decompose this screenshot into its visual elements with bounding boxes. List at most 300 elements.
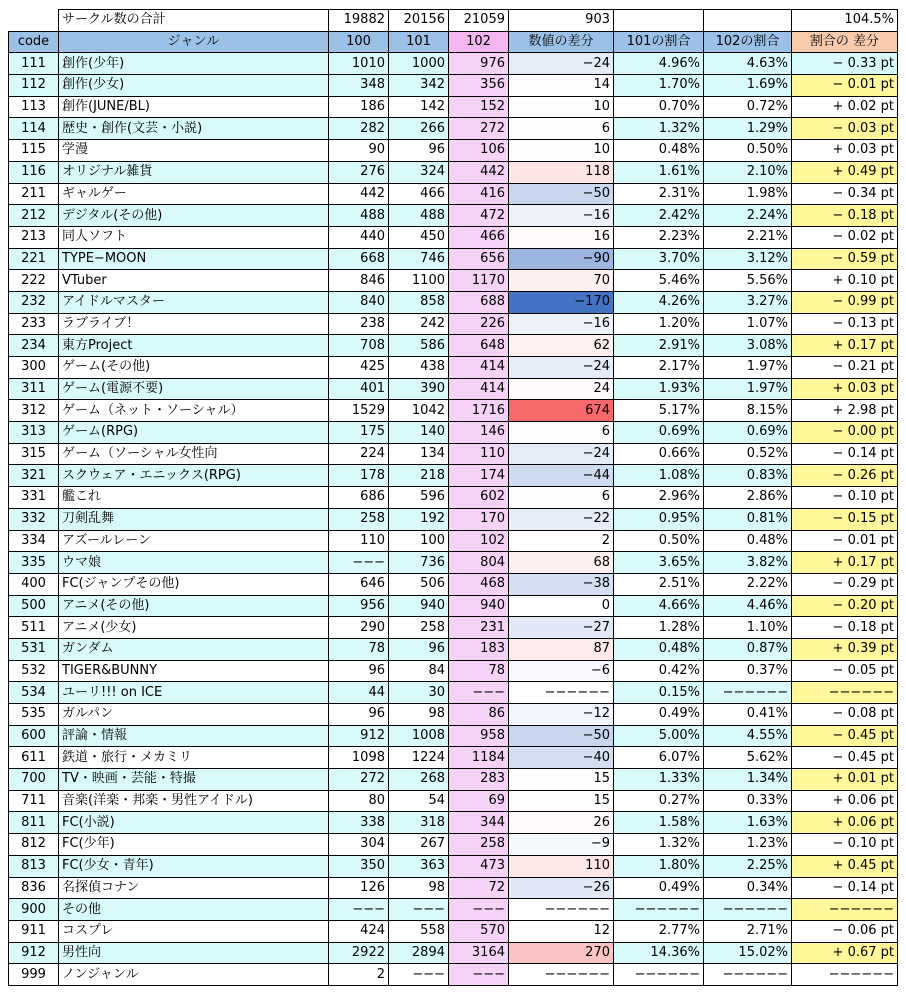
table-row [9, 682, 898, 704]
row-code: 311 [9, 378, 59, 400]
row-code: 813 [9, 855, 59, 877]
row-count-100: 276 [329, 161, 389, 183]
row-share-102: 0.83% [704, 465, 792, 487]
row-count-100: 126 [329, 877, 389, 899]
row-count-101: 142 [389, 96, 449, 118]
row-count-102: 170 [449, 508, 509, 530]
row-count-102: 648 [449, 335, 509, 357]
row-code: 332 [9, 508, 59, 530]
row-share-diff: −−−−−− [792, 899, 898, 921]
table-row [9, 75, 898, 97]
row-share-102: 0.69% [704, 422, 792, 444]
row-share-102: 1.63% [704, 812, 792, 834]
row-count-diff: 6 [509, 422, 614, 444]
row-genre: ガンダム [59, 638, 329, 660]
table-row [9, 617, 898, 639]
row-share-101: 1.70% [614, 75, 704, 97]
row-count-100: 78 [329, 638, 389, 660]
row-count-diff: 15 [509, 769, 614, 791]
header-share-101: 101の割合 [614, 31, 704, 53]
row-share-101: 5.00% [614, 725, 704, 747]
row-count-102: 226 [449, 313, 509, 335]
row-genre: アニメ(その他) [59, 595, 329, 617]
row-genre: FC(小説) [59, 812, 329, 834]
row-genre: 創作(少年) [59, 53, 329, 75]
summary-label: サークル数の合計 [59, 10, 329, 32]
row-count-102: 602 [449, 487, 509, 509]
row-share-102: 1.07% [704, 313, 792, 335]
row-count-101: 1100 [389, 270, 449, 292]
row-genre: 創作(少女) [59, 75, 329, 97]
row-share-102: 2.71% [704, 920, 792, 942]
table-row [9, 378, 898, 400]
row-count-diff: −−−−−− [509, 682, 614, 704]
row-code: 321 [9, 465, 59, 487]
row-genre: TIGER&BUNNY [59, 660, 329, 682]
row-count-100: 2 [329, 964, 389, 986]
table-row [9, 313, 898, 335]
table-row [9, 725, 898, 747]
row-code: 313 [9, 422, 59, 444]
row-count-100: 1010 [329, 53, 389, 75]
row-count-102: 231 [449, 617, 509, 639]
row-count-100: −−− [329, 899, 389, 921]
row-code: 711 [9, 790, 59, 812]
row-share-101: 0.50% [614, 530, 704, 552]
row-count-100: 338 [329, 812, 389, 834]
row-count-diff: 16 [509, 226, 614, 248]
row-count-diff: −16 [509, 313, 614, 335]
table-row [9, 270, 898, 292]
genre-circle-count-table-wrapper [8, 9, 898, 986]
table-row [9, 638, 898, 660]
row-count-100: 686 [329, 487, 389, 509]
row-count-102: 152 [449, 96, 509, 118]
row-count-100: 846 [329, 270, 389, 292]
row-count-102: −−− [449, 682, 509, 704]
row-count-100: 350 [329, 855, 389, 877]
row-code: 111 [9, 53, 59, 75]
row-share-102: 2.86% [704, 487, 792, 509]
row-count-101: 30 [389, 682, 449, 704]
table-row [9, 140, 898, 162]
row-share-diff: − 0.05 pt [792, 660, 898, 682]
row-count-100: 272 [329, 769, 389, 791]
row-code: 315 [9, 443, 59, 465]
table-row [9, 400, 898, 422]
row-share-diff: − 0.18 pt [792, 617, 898, 639]
row-count-101: 100 [389, 530, 449, 552]
row-count-diff: −24 [509, 443, 614, 465]
row-count-102: 473 [449, 855, 509, 877]
row-count-102: 940 [449, 595, 509, 617]
row-genre: ノンジャンル [59, 964, 329, 986]
table-row [9, 660, 898, 682]
table-row [9, 248, 898, 270]
row-count-102: 688 [449, 291, 509, 313]
table-row [9, 465, 898, 487]
row-share-102: 0.34% [704, 877, 792, 899]
row-share-101: 2.31% [614, 183, 704, 205]
row-count-100: 424 [329, 920, 389, 942]
row-count-101: 438 [389, 357, 449, 379]
row-count-100: 282 [329, 118, 389, 140]
row-share-diff: + 2.98 pt [792, 400, 898, 422]
row-count-diff: −38 [509, 573, 614, 595]
row-count-102: 356 [449, 75, 509, 97]
table-row [9, 508, 898, 530]
row-share-diff: − 0.01 pt [792, 75, 898, 97]
row-share-102: 8.15% [704, 400, 792, 422]
table-row [9, 530, 898, 552]
row-count-101: 258 [389, 617, 449, 639]
row-genre: ガルパン [59, 704, 329, 726]
row-count-diff: 12 [509, 920, 614, 942]
row-count-100: 1529 [329, 400, 389, 422]
row-share-102: 2.24% [704, 205, 792, 227]
row-code: 112 [9, 75, 59, 97]
row-share-diff: − 0.34 pt [792, 183, 898, 205]
row-count-100: 668 [329, 248, 389, 270]
row-count-diff: 0 [509, 595, 614, 617]
row-count-diff: −−−−−− [509, 964, 614, 986]
row-share-101: 1.28% [614, 617, 704, 639]
table-row [9, 422, 898, 444]
row-share-101: 1.32% [614, 834, 704, 856]
row-count-101: 746 [389, 248, 449, 270]
row-code: 531 [9, 638, 59, 660]
row-count-100: 304 [329, 834, 389, 856]
row-code: 999 [9, 964, 59, 986]
row-count-diff: 62 [509, 335, 614, 357]
row-count-100: 175 [329, 422, 389, 444]
row-share-101: 6.07% [614, 747, 704, 769]
row-share-diff: −−−−−− [792, 964, 898, 986]
table-row [9, 53, 898, 75]
header-diff: 数値の差分 [509, 31, 614, 53]
row-count-101: 466 [389, 183, 449, 205]
row-genre: 刀剣乱舞 [59, 508, 329, 530]
row-count-102: 1184 [449, 747, 509, 769]
row-share-101: 0.27% [614, 790, 704, 812]
row-count-102: 656 [449, 248, 509, 270]
row-count-102: 110 [449, 443, 509, 465]
row-genre: ゲーム(電源不要) [59, 378, 329, 400]
row-count-100: 440 [329, 226, 389, 248]
row-genre: 東方Project [59, 335, 329, 357]
row-genre: ゲーム（ネット・ソーシャル） [59, 400, 329, 422]
row-share-101: −−−−−− [614, 899, 704, 921]
row-share-102: 0.81% [704, 508, 792, 530]
header-code: code [9, 31, 59, 53]
row-count-102: 570 [449, 920, 509, 942]
row-code: 312 [9, 400, 59, 422]
row-code: 912 [9, 942, 59, 964]
table-row [9, 595, 898, 617]
row-share-101: 0.70% [614, 96, 704, 118]
row-genre: VTuber [59, 270, 329, 292]
summary-empty-cell [9, 10, 59, 32]
row-count-102: 283 [449, 769, 509, 791]
row-share-102: 0.52% [704, 443, 792, 465]
row-share-diff: − 0.08 pt [792, 704, 898, 726]
row-count-102: 416 [449, 183, 509, 205]
row-count-100: 96 [329, 704, 389, 726]
row-share-diff: + 0.01 pt [792, 769, 898, 791]
row-count-101: 596 [389, 487, 449, 509]
row-count-diff: −170 [509, 291, 614, 313]
row-count-101: 140 [389, 422, 449, 444]
row-count-102: 78 [449, 660, 509, 682]
row-genre: 歴史・創作(文芸・小説) [59, 118, 329, 140]
row-share-102: 5.62% [704, 747, 792, 769]
row-share-diff: + 0.17 pt [792, 335, 898, 357]
row-share-diff: − 0.00 pt [792, 422, 898, 444]
row-share-101: 0.48% [614, 638, 704, 660]
row-share-102: 1.97% [704, 378, 792, 400]
row-share-101: 1.93% [614, 378, 704, 400]
row-share-102: 0.33% [704, 790, 792, 812]
row-count-102: 272 [449, 118, 509, 140]
row-share-diff: − 0.99 pt [792, 291, 898, 313]
row-share-102: 15.02% [704, 942, 792, 964]
row-count-101: 1042 [389, 400, 449, 422]
row-code: 221 [9, 248, 59, 270]
row-count-101: 506 [389, 573, 449, 595]
row-share-102: 0.37% [704, 660, 792, 682]
row-count-101: 84 [389, 660, 449, 682]
row-code: 811 [9, 812, 59, 834]
row-share-102: −−−−−− [704, 899, 792, 921]
row-share-102: 1.98% [704, 183, 792, 205]
row-genre: ゲーム(RPG) [59, 422, 329, 444]
row-count-diff: 6 [509, 487, 614, 509]
table-row [9, 335, 898, 357]
table-row [9, 226, 898, 248]
row-share-101: 0.48% [614, 140, 704, 162]
table-row [9, 920, 898, 942]
row-genre: スクウェア・エニックス(RPG) [59, 465, 329, 487]
row-share-102: 3.82% [704, 552, 792, 574]
row-count-101: 266 [389, 118, 449, 140]
row-count-101: 363 [389, 855, 449, 877]
row-count-diff: −6 [509, 660, 614, 682]
row-code: 900 [9, 899, 59, 921]
row-count-100: 840 [329, 291, 389, 313]
row-genre: 音楽(洋楽・邦楽・男性アイドル) [59, 790, 329, 812]
genre-circle-count-table [8, 9, 898, 986]
row-count-101: 218 [389, 465, 449, 487]
row-share-102: 2.25% [704, 855, 792, 877]
row-count-diff: 674 [509, 400, 614, 422]
row-share-101: 1.61% [614, 161, 704, 183]
row-share-diff: + 0.02 pt [792, 96, 898, 118]
row-count-100: 186 [329, 96, 389, 118]
row-count-100: 90 [329, 140, 389, 162]
row-count-102: 414 [449, 357, 509, 379]
row-share-diff: − 0.03 pt [792, 118, 898, 140]
row-count-100: 488 [329, 205, 389, 227]
row-count-100: 44 [329, 682, 389, 704]
row-share-diff: − 0.45 pt [792, 725, 898, 747]
row-count-102: −−− [449, 964, 509, 986]
row-count-diff: −27 [509, 617, 614, 639]
summary-total-101: 20156 [389, 10, 449, 32]
row-code: 500 [9, 595, 59, 617]
row-count-102: 976 [449, 53, 509, 75]
row-code: 116 [9, 161, 59, 183]
row-count-102: 442 [449, 161, 509, 183]
row-genre: ゲーム(その他) [59, 357, 329, 379]
row-count-diff: −50 [509, 725, 614, 747]
row-count-diff: −44 [509, 465, 614, 487]
row-share-101: 1.08% [614, 465, 704, 487]
row-share-101: 4.26% [614, 291, 704, 313]
row-code: 233 [9, 313, 59, 335]
row-count-102: 958 [449, 725, 509, 747]
row-count-102: 183 [449, 638, 509, 660]
row-count-diff: 26 [509, 812, 614, 834]
row-count-diff: 14 [509, 75, 614, 97]
row-count-101: 586 [389, 335, 449, 357]
row-share-101: 0.66% [614, 443, 704, 465]
row-share-101: 1.33% [614, 769, 704, 791]
row-count-101: −−− [389, 964, 449, 986]
row-share-102: 0.87% [704, 638, 792, 660]
row-share-101: 1.80% [614, 855, 704, 877]
row-count-100: 258 [329, 508, 389, 530]
row-code: 213 [9, 226, 59, 248]
table-row [9, 357, 898, 379]
row-code: 511 [9, 617, 59, 639]
row-count-101: 1008 [389, 725, 449, 747]
table-row [9, 790, 898, 812]
table-row [9, 161, 898, 183]
row-share-diff: − 0.10 pt [792, 834, 898, 856]
row-share-101: 2.96% [614, 487, 704, 509]
row-genre: ゲーム（ソーシャル女性向 [59, 443, 329, 465]
table-row [9, 291, 898, 313]
row-share-101: 0.95% [614, 508, 704, 530]
row-share-102: 0.50% [704, 140, 792, 162]
row-share-diff: − 0.14 pt [792, 443, 898, 465]
row-share-101: 2.23% [614, 226, 704, 248]
row-share-101: 3.65% [614, 552, 704, 574]
row-count-diff: −12 [509, 704, 614, 726]
row-count-101: 96 [389, 140, 449, 162]
row-share-101: 0.69% [614, 422, 704, 444]
row-share-diff: + 0.67 pt [792, 942, 898, 964]
row-genre: 鉄道・旅行・メカミリ [59, 747, 329, 769]
row-count-101: 98 [389, 704, 449, 726]
row-code: 331 [9, 487, 59, 509]
row-code: 334 [9, 530, 59, 552]
row-count-diff: −24 [509, 53, 614, 75]
row-count-diff: −9 [509, 834, 614, 856]
row-count-diff: −24 [509, 357, 614, 379]
row-share-diff: − 0.20 pt [792, 595, 898, 617]
row-count-diff: −16 [509, 205, 614, 227]
row-count-100: 956 [329, 595, 389, 617]
row-genre: 同人ソフト [59, 226, 329, 248]
row-share-diff: − 0.10 pt [792, 487, 898, 509]
row-genre: 創作(JUNE/BL) [59, 96, 329, 118]
row-count-101: 736 [389, 552, 449, 574]
row-share-101: 1.58% [614, 812, 704, 834]
row-share-diff: + 0.17 pt [792, 552, 898, 574]
row-share-101: 2.42% [614, 205, 704, 227]
row-share-101: 0.49% [614, 704, 704, 726]
row-code: 700 [9, 769, 59, 791]
table-row [9, 704, 898, 726]
row-genre: 学漫 [59, 140, 329, 162]
row-share-101: 2.91% [614, 335, 704, 357]
row-share-diff: + 0.03 pt [792, 378, 898, 400]
row-count-102: 146 [449, 422, 509, 444]
row-share-102: 0.41% [704, 704, 792, 726]
row-count-101: 390 [389, 378, 449, 400]
row-code: 212 [9, 205, 59, 227]
table-row [9, 769, 898, 791]
row-share-diff: − 0.26 pt [792, 465, 898, 487]
summary-total-diff: 903 [509, 10, 614, 32]
row-share-102: 3.27% [704, 291, 792, 313]
row-code: 532 [9, 660, 59, 682]
row-genre: アズールレーン [59, 530, 329, 552]
row-share-diff: − 0.02 pt [792, 226, 898, 248]
row-share-102: 4.63% [704, 53, 792, 75]
row-genre: TV・映画・芸能・特撮 [59, 769, 329, 791]
row-code: 812 [9, 834, 59, 856]
row-share-102: 2.22% [704, 573, 792, 595]
row-count-100: 708 [329, 335, 389, 357]
row-share-diff: + 0.10 pt [792, 270, 898, 292]
summary-total-102: 21059 [449, 10, 509, 32]
row-count-100: 290 [329, 617, 389, 639]
row-share-102: 1.23% [704, 834, 792, 856]
row-genre: TYPE−MOON [59, 248, 329, 270]
row-count-diff: −26 [509, 877, 614, 899]
row-share-diff: − 0.59 pt [792, 248, 898, 270]
row-share-102: 4.46% [704, 595, 792, 617]
row-count-101: 268 [389, 769, 449, 791]
row-share-diff: + 0.06 pt [792, 812, 898, 834]
row-code: 400 [9, 573, 59, 595]
row-count-102: 3164 [449, 942, 509, 964]
row-genre: FC(少女・青年) [59, 855, 329, 877]
row-share-101: 0.49% [614, 877, 704, 899]
row-code: 211 [9, 183, 59, 205]
row-count-100: 110 [329, 530, 389, 552]
row-count-102: 472 [449, 205, 509, 227]
row-share-102: 0.48% [704, 530, 792, 552]
row-genre: 評論・情報 [59, 725, 329, 747]
row-code: 234 [9, 335, 59, 357]
row-count-102: 466 [449, 226, 509, 248]
row-count-diff: 110 [509, 855, 614, 877]
row-share-101: 3.70% [614, 248, 704, 270]
row-share-101: 4.96% [614, 53, 704, 75]
row-count-101: 54 [389, 790, 449, 812]
row-code: 300 [9, 357, 59, 379]
row-count-101: 1224 [389, 747, 449, 769]
table-row [9, 834, 898, 856]
header-101: 101 [389, 31, 449, 53]
row-code: 534 [9, 682, 59, 704]
row-count-diff: 10 [509, 96, 614, 118]
table-row [9, 812, 898, 834]
row-genre: デジタル(その他) [59, 205, 329, 227]
